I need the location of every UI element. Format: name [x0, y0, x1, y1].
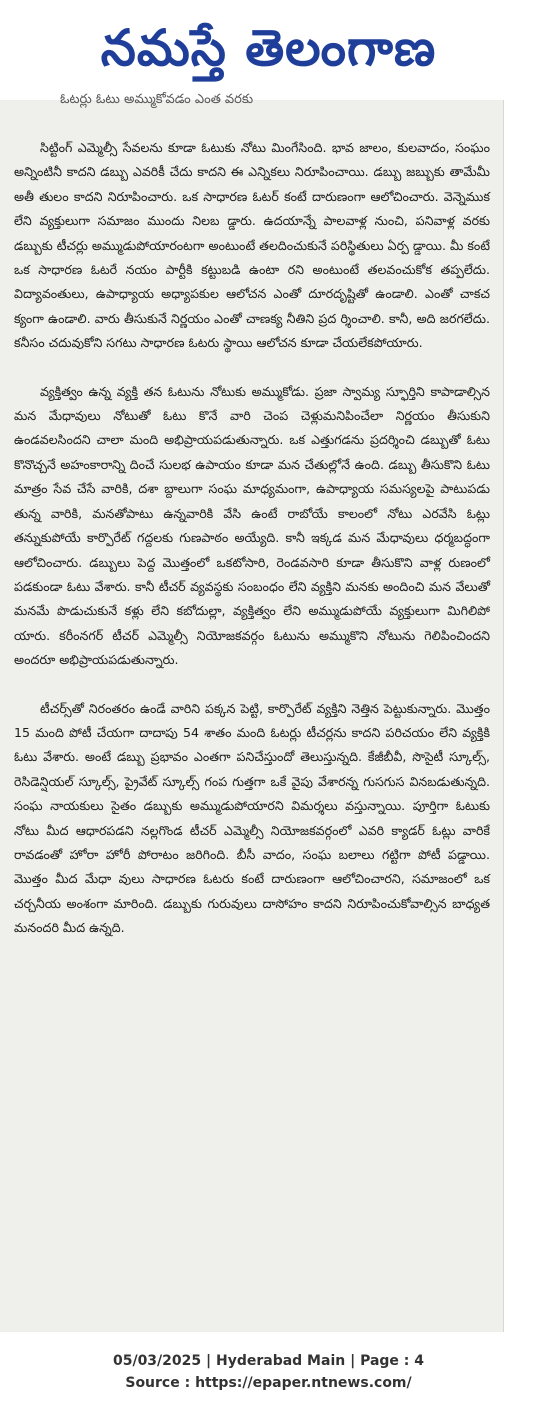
- cut-off-text-fragment: [60, 92, 360, 107]
- article-paragraph-2: వ్యక్తిత్వం ఉన్న వ్యక్తి తన ఓటును నోటుకు అమ్ముకోడు. ప్రజా స్వామ్య స్ఫూర్తిని కాపాడాల్సిన మన మేధావులు నోటుతో ఓటు కొనే వారి చెంప చెళ్లుమనిపించేలా నిర్ణయం తీసుకుని ఉండవలసిందని చాలా మంది అభిప్రాయపడుతున్నారు. ఒక ఎత్తుగడను ప్రదర్శించి డబ్బుతో ఓటు కొనొచ్చనే అహంకారాన్ని దించే సులభ ఉపాయం కూడా మన చేతుల్లోనే ఉంది. డబ్బు తీసుకొని ఓటు మాత్రం సేవ చేసే వారికి, దశా బ్దాలుగా సంఘ మాధ్యమంగా, ఉపాధ్యాయ సమస్యలపై పాటుపడు తున్న వారికి, మనతోపాటు ఉన్నవారికి వేసి ఉంటే రాబోయే కాలంలో నోటు ఎరవేసి ఓట్లు తన్నుకుపోయే కార్పొరేట్ గద్దలకు గుణపాఠం అయ్యేది. కానీ ఇక్కడ మన మేధావులు ధర్మబద్ధంగా ఆలోచించారు. డబ్బులు పెద్ద మొత్తంలో ఒకటోసారి, రెండవసారి కూడా తీసుకొని వాళ్ల రుణంలో పడకుండా ఓటు వేశారు. కానీ టీచర్ వ్యవస్థకు సంబంధం లేని వ్యక్తిని మనకు అందించి మన వేలుతో మనమే పొడుచుకునే కళ్లు లేని కబోదుల్లా, వ్యక్తిత్వం లేని అమ్ముడుపోయే వ్యక్తులుగా మిగిలిపో యారు. కరీంనగర్ టీచర్ ఎమ్మెల్సీ నియోజకవర్గం ఓటును అమ్ముకొని నోటును గెలిపించిందని అందరూ అభిప్రాయపడుతున్నారు.: [14, 383, 490, 668]
- article-body: [14, 136, 490, 941]
- newspaper-masthead: [0, 0, 537, 96]
- article-paragraph-1: సిట్టింగ్ ఎమ్మెల్సీ సేవలను కూడా ఓటుకు నోటు మింగేసింది. భావ జాలం, కులవాదం, సంఘం అన్నింటినీ కాదని డబ్బు ఎవరికీ చేదు కాదని ఈ ఎన్నికలు నిరూపించాయి. డబ్బు జబ్బుకు తామేమీ అతీ తులం కాదని నిరూపించారు. ఒక సాధారణ ఓటర్ కంటే దారుణంగా ఆలోచించారు. వెన్నెముక లేని వ్యక్తులుగా సమాజం ముందు నిలబ డ్డారు. ఉదయాన్నే పాలవాళ్ల నుంచి, పనివాళ్ల వరకు డబ్బుకు టీచర్లు అమ్ముడుపోయారంటగా అంటుంటే తలదించుకునే పరిస్థితులు ఏర్ప డ్డాయి. మీ కంటే ఒక సాధారణ ఓటరే నయం పార్టీకి కట్టుబడి ఉంటా రని అంటుంటే తలవంచుకోక తప్పలేదు. విద్యావంతులు, ఉపాధ్యాయ అధ్యాపకుల ఆలోచన ఎంతో దూరదృష్టితో ఉండాలి. ఎంతో చాకచ క్యంగా ఉండాలి. వారు తీసుకునే నిర్ణయం ఎంతో చాణక్య నీతిని ప్రద ర్శించాలి. కానీ, అది జరగలేదు. కనీసం చదువుకోని సగటు సాధారణ ఓటరు స్థాయి ఆలోచన కూడా చేయలేకపోయారు.: [14, 140, 490, 351]
- edition-info: 05/03/2025 | Hyderabad Main | Page : 4: [112, 1353, 425, 1369]
- page-footer: [0, 1350, 537, 1394]
- article-clipping: [0, 92, 504, 1332]
- masthead-title: నమస్తే తెలంగాణ: [100, 19, 437, 77]
- source-link[interactable]: Source : https://epaper.ntnews.com/: [125, 1375, 412, 1391]
- article-paragraph-3: టీచర్స్‌తో నిరంతరం ఉండే వారిని పక్కన పెట్టి, కార్పొరేట్ వ్యక్తిని నెత్తిన పెట్టుకున్నారు. మొత్తం 15 మంది పోటీ చేయగా దాదాపు 54 శాతం మంది ఓటర్లు టీచర్లను కాదని పరిచయం లేని వ్యక్తికి ఓటు వేశారు. అంటే డబ్బు ప్రభావం ఎంతగా పనిచేస్తుందో తెలుస్తున్నది. కేజీబీవీ, సొసైటీ స్కూల్స్, రెసిడెన్షియల్ స్కూల్స్, ప్రైవేట్ స్కూల్స్ గంప గుత్తగా ఒకే వైపు వేశారన్న గుసగుస వినబడుతున్నది. సంఘ నాయకులు సైతం డబ్బుకు అమ్ముడుపోయారని విమర్శలు వస్తున్నాయి. పూర్తిగా ఓటుకు నోటు మీద ఆధారపడని నల్లగొండ టీచర్ ఎమ్మెల్సీ నియోజకవర్గంలో ఎవరి క్యాడర్ ఓట్లు వారికే రావడంతో హోరా హోరీ పోరాటం జరిగింది. బీసీ వాదం, సంఘ బలాలు గట్టిగా పోటీ పడ్డాయి. మొత్తం మీద మేధా వులు సాధారణ ఓటరు కంటే దారుణంగా ఆలోచించారని, సమాజంలో ఒక చర్చనీయ అంశంగా మారింది. డబ్బుకు గురువులు దాసోహం కాదని నిరూపించుకోవాల్సిన బాధ్యత మనందరి మీద ఉన్నది.: [14, 700, 490, 936]
- cut-off-text: ఓటర్లు ఓటు అమ్ముకోవడం ఎంత వరకు: [60, 92, 254, 107]
